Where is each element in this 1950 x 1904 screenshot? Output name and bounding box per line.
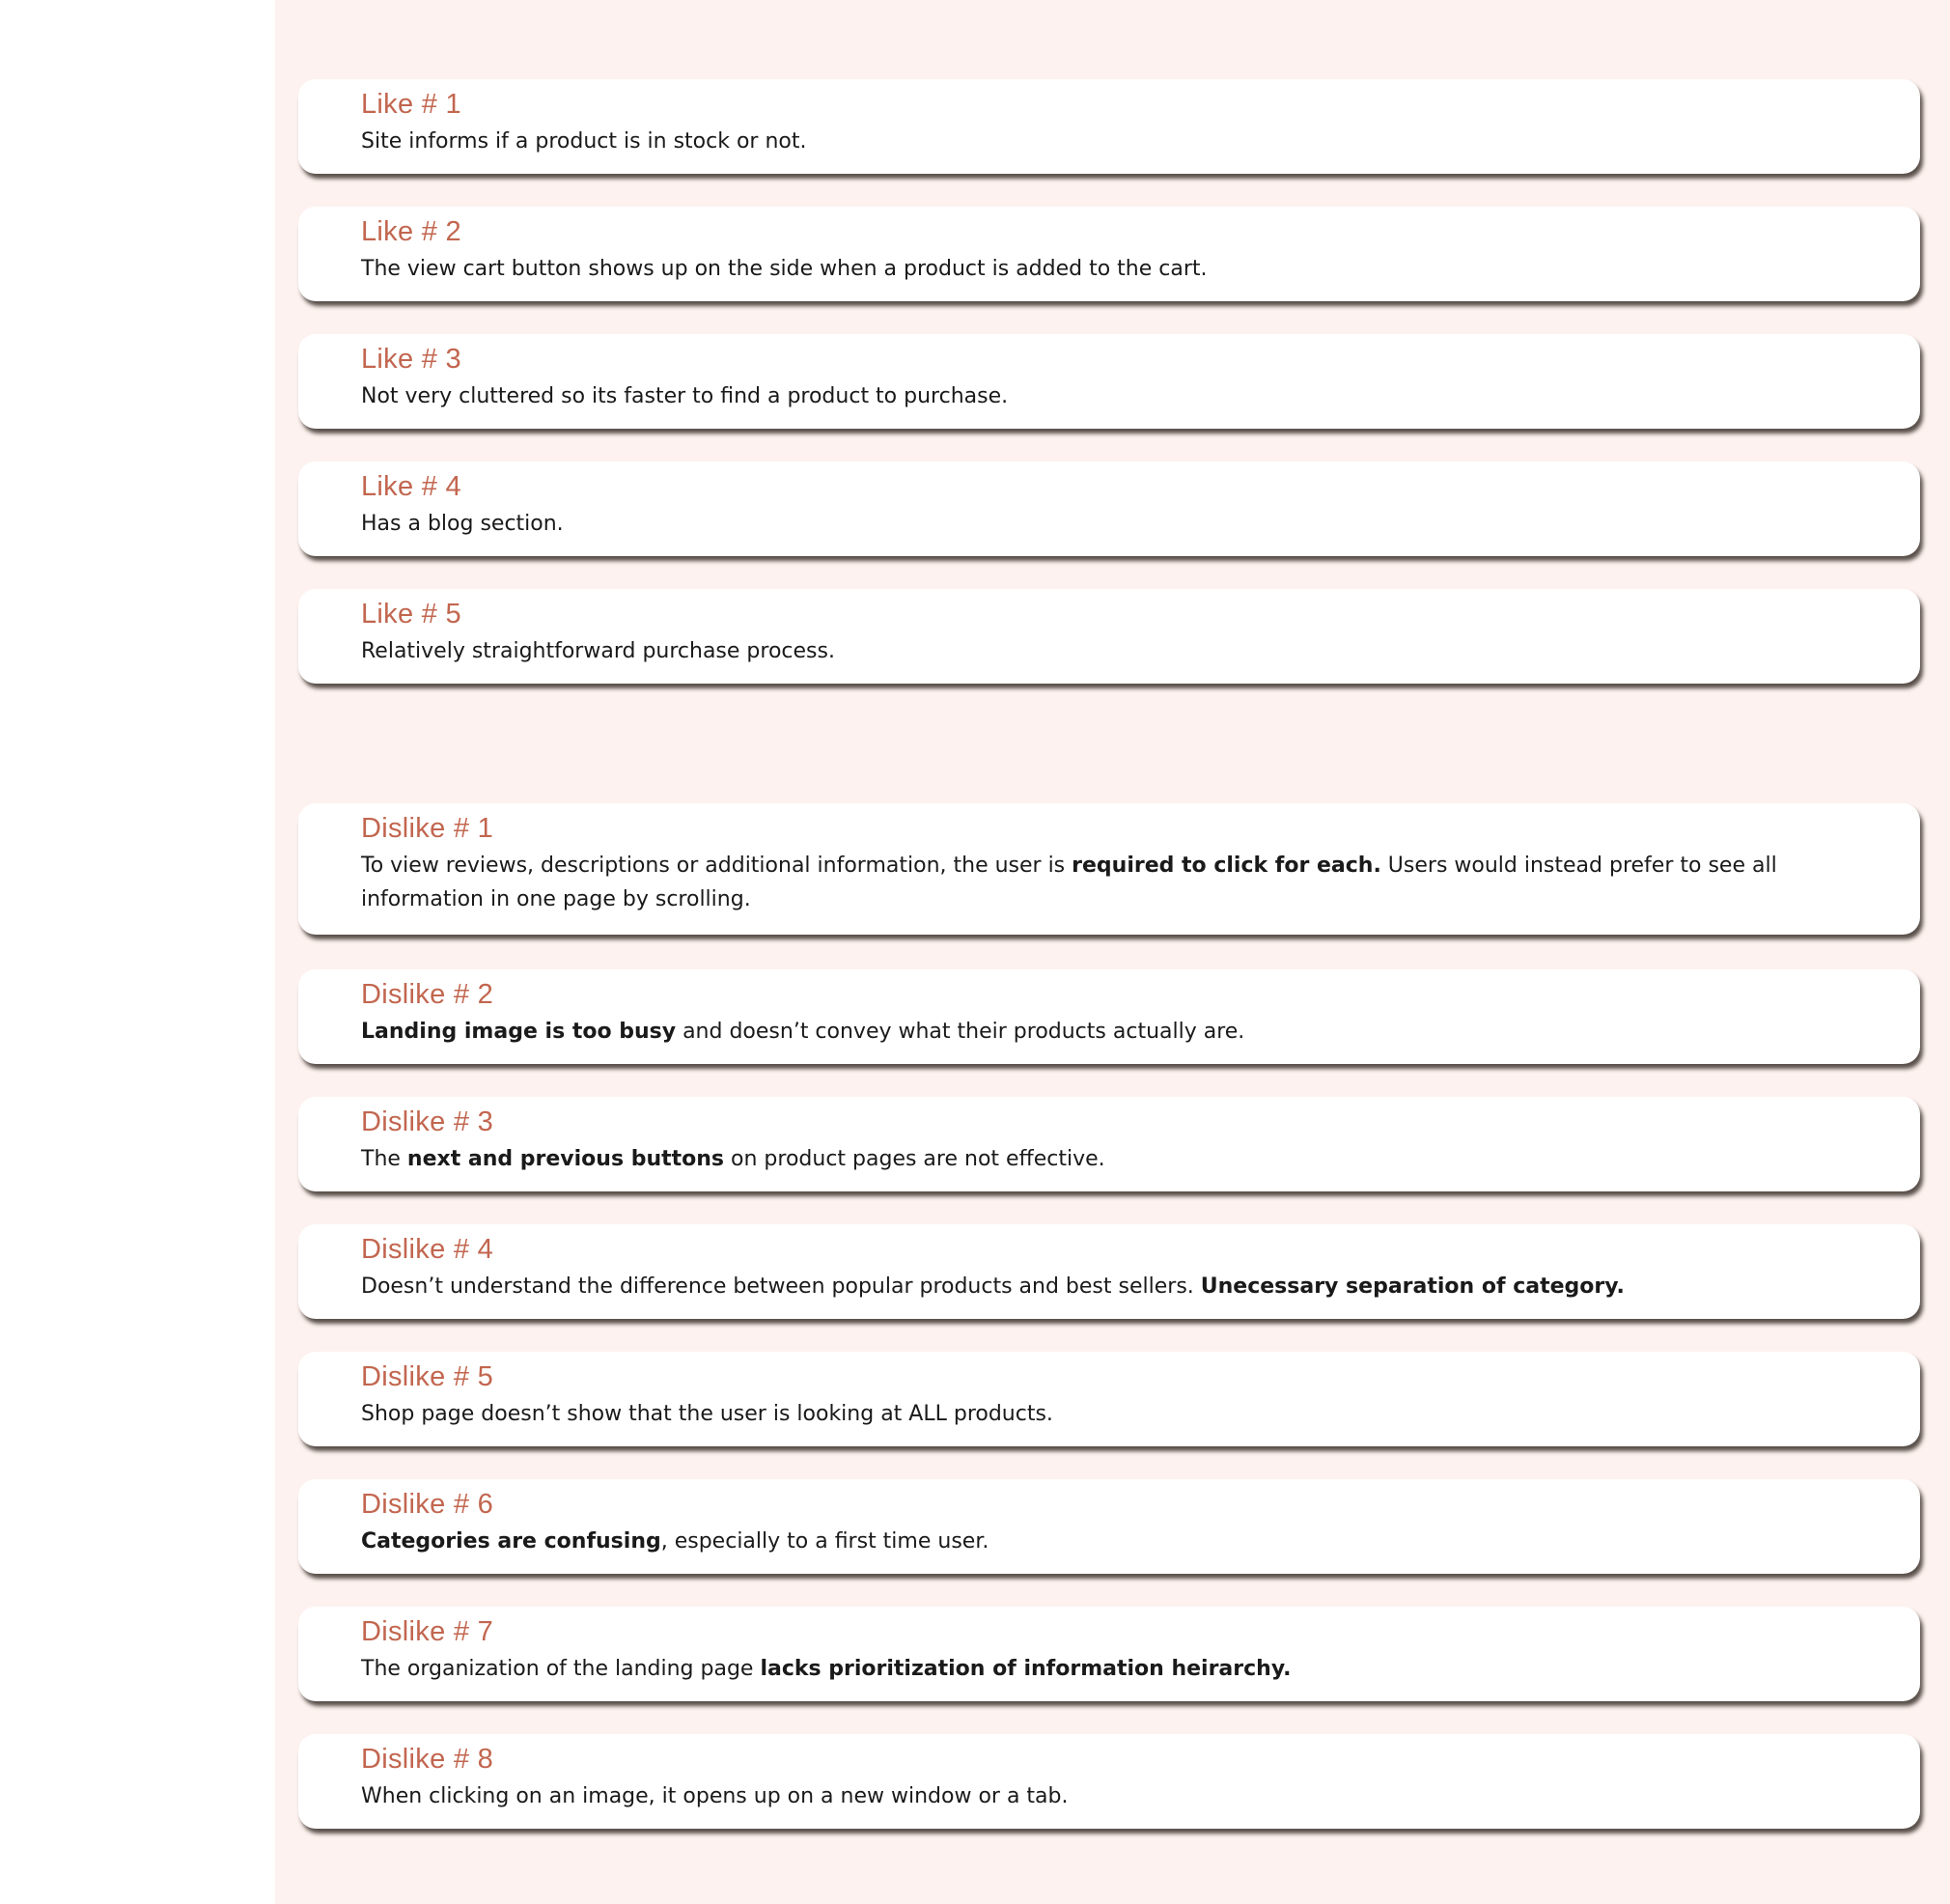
emphasis-text: next and previous buttons	[406, 1147, 725, 1171]
like-title: Like # 5	[361, 599, 461, 630]
description-text: Users would instead prefer to see all information in one page by scrolling.	[361, 854, 1777, 911]
like-title: Like # 2	[361, 216, 461, 247]
dislike-description	[361, 1270, 1920, 1303]
emphasis-text: Categories are confusing	[361, 1529, 661, 1554]
dislike-card-2	[298, 969, 1920, 1064]
dislike-description	[361, 1779, 1920, 1813]
dislike-description	[361, 1142, 1920, 1176]
description-text: and doesn’t convey what their products actually are.	[676, 1020, 1245, 1044]
dislike-description	[361, 1397, 1920, 1431]
description-text: The view cart button shows up on the side when a product is added to the cart.	[361, 257, 1208, 281]
dislike-description	[361, 1652, 1920, 1686]
description-text: The	[361, 1147, 407, 1171]
dislike-title: Dislike # 3	[361, 1106, 494, 1137]
description-text: To view reviews, descriptions or additional information, the user is	[361, 854, 1072, 878]
dislike-title: Dislike # 2	[361, 979, 494, 1010]
dislike-card-6	[298, 1479, 1920, 1574]
like-description	[361, 507, 1920, 541]
like-description	[361, 125, 1920, 158]
dislike-card-3	[298, 1097, 1920, 1191]
description-text: Doesn’t understand the difference between popular products and best sellers.	[361, 1274, 1201, 1299]
dislike-title: Dislike # 4	[361, 1234, 494, 1265]
emphasis-text: Unecessary separation of category.	[1200, 1274, 1625, 1299]
description-text: The organization of the landing page	[361, 1657, 761, 1681]
like-card-2	[298, 207, 1920, 301]
description-text: When clicking on an image, it opens up on a new window or a tab.	[361, 1784, 1069, 1808]
like-card-1	[298, 79, 1920, 174]
like-card-3	[298, 334, 1920, 429]
like-card-5	[298, 589, 1920, 684]
dislike-title: Dislike # 7	[361, 1616, 494, 1647]
dislike-title: Dislike # 5	[361, 1361, 494, 1392]
description-text: Site informs if a product is in stock or not.	[361, 129, 807, 154]
dislike-card-4	[298, 1224, 1920, 1319]
dislike-title: Dislike # 1	[361, 813, 494, 844]
like-description	[361, 252, 1920, 286]
dislike-card-7	[298, 1607, 1920, 1701]
like-title: Like # 4	[361, 471, 461, 502]
description-text: Has a blog section.	[361, 512, 564, 536]
description-text: Not very cluttered so its faster to find a product to purchase.	[361, 384, 1009, 408]
dislike-title: Dislike # 6	[361, 1489, 494, 1520]
description-text: Shop page doesn’t show that the user is looking at ALL products.	[361, 1402, 1053, 1426]
dislike-card-1	[298, 803, 1920, 935]
dislike-description	[361, 1015, 1920, 1049]
like-description	[361, 634, 1920, 668]
emphasis-text: lacks prioritization of information heirarchy.	[760, 1657, 1292, 1681]
dislike-description	[361, 849, 1920, 916]
dislike-description	[361, 1525, 1920, 1558]
emphasis-text: required to click for each.	[1072, 854, 1381, 878]
description-text: , especially to a first time user.	[660, 1529, 989, 1554]
like-title: Like # 1	[361, 89, 461, 120]
like-card-4	[298, 462, 1920, 556]
description-text: Relatively straightforward purchase process.	[361, 639, 835, 663]
emphasis-text: Landing image is too busy	[361, 1020, 677, 1044]
like-title: Like # 3	[361, 344, 461, 375]
dislike-card-5	[298, 1352, 1920, 1446]
description-text: on product pages are not effective.	[724, 1147, 1105, 1171]
like-description	[361, 379, 1920, 413]
dislike-card-8	[298, 1734, 1920, 1829]
dislike-title: Dislike # 8	[361, 1744, 494, 1775]
